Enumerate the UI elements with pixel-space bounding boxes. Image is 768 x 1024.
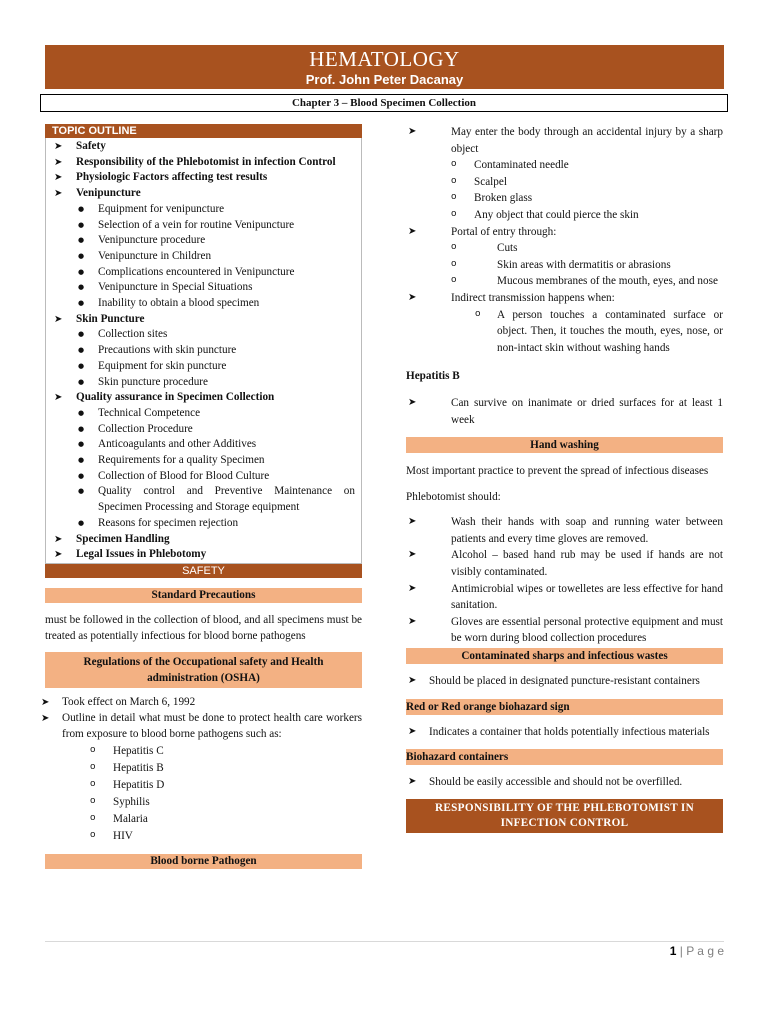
pathogen-item: o Malaria bbox=[45, 811, 362, 828]
outline-item: ➤ Safety bbox=[52, 139, 355, 155]
document-header bbox=[45, 45, 724, 89]
pathogen-item: o Hepatitis C bbox=[45, 743, 362, 760]
hepatitis-b-item: ➤ Can survive on inanimate or dried surfaces for at least 1 week bbox=[406, 395, 723, 428]
portal-item: o Mucous membranes of the mouth, eyes, and nose bbox=[406, 273, 723, 290]
outline-subitem: ● Equipment for skin puncture bbox=[52, 359, 355, 375]
osha-item: ➤ Took effect on March 6, 1992 bbox=[39, 695, 362, 711]
outline-subitem: ● Collection of Blood for Blood Culture bbox=[52, 469, 355, 485]
osha-list bbox=[45, 695, 362, 844]
outline-subitem: ● Venipuncture in Children bbox=[52, 249, 355, 265]
left-column bbox=[45, 124, 362, 869]
outline-item: ➤ Responsibility of the Phlebotomist in infection Control bbox=[52, 155, 355, 171]
chapter-title: Chapter 3 – Blood Specimen Collection bbox=[40, 94, 728, 112]
outline-subitem: ● Technical Competence bbox=[52, 406, 355, 422]
biohazard-containers-item: ➤ Should be easily accessible and should not be overfilled. bbox=[406, 774, 723, 791]
biohazard-containers-heading: Biohazard containers bbox=[406, 749, 723, 765]
hand-washing-heading: Hand washing bbox=[406, 437, 723, 453]
pathogen-item: o HIV bbox=[45, 828, 362, 845]
author-name: Prof. John Peter Dacanay bbox=[305, 72, 464, 87]
outline-item: ➤ Skin Puncture bbox=[52, 312, 355, 328]
hand-washing-text: Most important practice to prevent the spread of infectious diseases bbox=[406, 465, 709, 478]
entry-item: ➤ Indirect transmission happens when: bbox=[406, 290, 723, 307]
osha-item: ➤ Outline in detail what must be done to protect health care workers from exposure to blood borne pathogens such as: bbox=[39, 711, 362, 742]
hand-washing-item: ➤ Alcohol – based hand rub may be used if hands are not visibly contaminated. bbox=[406, 547, 723, 580]
standard-precautions-text: must be followed in the collection of blood, and all specimens must be treated as potentially infectious for blood borne pathogens bbox=[45, 613, 362, 642]
page-footer bbox=[670, 944, 724, 958]
responsibility-heading: RESPONSIBILITY OF THE PHLEBOTOMIST IN INFECTION CONTROL bbox=[406, 799, 723, 833]
outline-subitem: ● Equipment for venipuncture bbox=[52, 202, 355, 218]
outline-subitem: ● Collection Procedure bbox=[52, 422, 355, 438]
outline-subitem: ● Requirements for a quality Specimen bbox=[52, 453, 355, 469]
outline-item: ➤ Legal Issues in Phlebotomy bbox=[52, 547, 355, 563]
outline-subitem: ● Inability to obtain a blood specimen bbox=[52, 296, 355, 312]
safety-heading: SAFETY bbox=[45, 564, 362, 578]
outline-subitem: ● Anticoagulants and other Additives bbox=[52, 437, 355, 453]
indirect-item: o A person touches a contaminated surface or object. Then, it touches the mouth, eyes, nose, or non-intact skin without washing hands bbox=[406, 307, 723, 357]
red-biohazard-item: ➤ Indicates a container that holds potentially infectious materials bbox=[406, 724, 723, 741]
sharp-object-item: o Scalpel bbox=[406, 174, 723, 191]
sharp-object-item: o Any object that could pierce the skin bbox=[406, 207, 723, 224]
entry-item: ➤ Portal of entry through: bbox=[406, 224, 723, 241]
standard-precautions-heading: Standard Precautions bbox=[45, 588, 362, 603]
outline-subitem: ● Precautions with skin puncture bbox=[52, 343, 355, 359]
document-title: HEMATOLOGY bbox=[309, 47, 460, 71]
footer-separator: | bbox=[679, 944, 683, 958]
sharp-object-item: o Contaminated needle bbox=[406, 157, 723, 174]
topic-outline bbox=[45, 138, 362, 564]
outline-subitem: ● Complications encountered in Venipuncture bbox=[52, 265, 355, 281]
outline-item: ➤ Specimen Handling bbox=[52, 532, 355, 548]
pathogen-item: o Syphilis bbox=[45, 794, 362, 811]
pathogen-item: o Hepatitis B bbox=[45, 760, 362, 777]
page-number: 1 bbox=[669, 944, 677, 958]
outline-item: ➤ Physiologic Factors affecting test results bbox=[52, 170, 355, 186]
hand-washing-list bbox=[406, 514, 723, 647]
outline-subitem: ● Selection of a vein for routine Venipuncture bbox=[52, 218, 355, 234]
footer-divider bbox=[45, 941, 724, 942]
osha-heading: Regulations of the Occupational safety and Health administration (OSHA) bbox=[45, 652, 362, 688]
hand-washing-item: ➤ Wash their hands with soap and running water between patients and every time gloves are removed. bbox=[406, 514, 723, 547]
topic-outline-heading: TOPIC OUTLINE bbox=[45, 124, 362, 138]
portal-item: o Cuts bbox=[406, 240, 723, 257]
portal-item: o Skin areas with dermatitis or abrasions bbox=[406, 257, 723, 274]
pathogen-item: o Hepatitis D bbox=[45, 777, 362, 794]
outline-item: ➤ Venipuncture bbox=[52, 186, 355, 202]
phlebotomist-should-text: Phlebotomist should: bbox=[406, 490, 501, 503]
right-column bbox=[406, 124, 723, 833]
outline-subitem: ● Reasons for specimen rejection bbox=[52, 516, 355, 532]
blood-borne-pathogen-heading: Blood borne Pathogen bbox=[45, 854, 362, 869]
page-label: P a g e bbox=[686, 944, 724, 958]
outline-subitem: ● Collection sites bbox=[52, 327, 355, 343]
outline-subitem: ● Quality control and Preventive Maintenance on Specimen Processing and Storage equipment bbox=[52, 484, 355, 515]
hand-washing-item: ➤ Antimicrobial wipes or towelletes are less effective for hand sanitation. bbox=[406, 581, 723, 614]
sharp-object-item: o Broken glass bbox=[406, 190, 723, 207]
outline-subitem: ● Venipuncture in Special Situations bbox=[52, 280, 355, 296]
outline-item: ➤ Quality assurance in Specimen Collection bbox=[52, 390, 355, 406]
outline-subitem: ● Skin puncture procedure bbox=[52, 375, 355, 391]
contaminated-sharps-heading: Contaminated sharps and infectious wastes bbox=[406, 648, 723, 664]
red-biohazard-heading: Red or Red orange biohazard sign bbox=[406, 699, 723, 715]
entry-item: ➤ May enter the body through an accidental injury by a sharp object bbox=[406, 124, 723, 157]
outline-subitem: ● Venipuncture procedure bbox=[52, 233, 355, 249]
contaminated-sharps-item: ➤ Should be placed in designated puncture-resistant containers bbox=[406, 673, 723, 690]
hand-washing-item: ➤ Gloves are essential personal protective equipment and must be worn during blood collection procedures bbox=[406, 614, 723, 647]
hepatitis-b-heading: Hepatitis B bbox=[406, 370, 460, 383]
